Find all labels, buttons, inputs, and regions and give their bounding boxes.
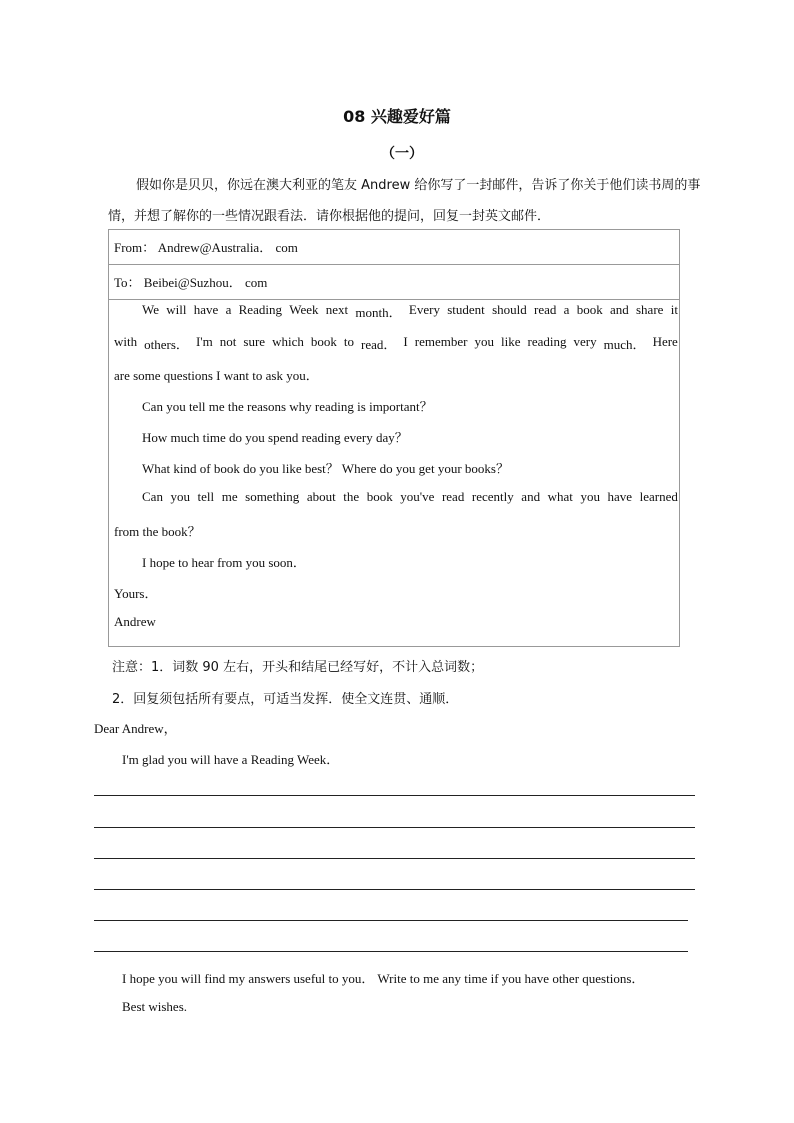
word: Here <box>652 334 678 349</box>
word: will <box>166 302 187 317</box>
word: you <box>474 334 494 349</box>
email-body-line-2 <box>114 334 678 353</box>
answer-line[interactable] <box>94 795 695 796</box>
word: very <box>573 334 597 349</box>
word: read <box>534 302 557 317</box>
word: me <box>221 489 238 504</box>
task-instructions: 假如你是贝贝，你远在澳大利亚的笔友 Andrew 给你写了一封邮件，告诉了你关于他们读书周的事情，并想了解你的一些情况跟看法．请你根据他的提问，回复一封英文邮件． <box>108 178 701 224</box>
word: sure <box>243 334 266 349</box>
word: something <box>245 489 300 504</box>
word: Week <box>289 302 319 317</box>
word: reading <box>527 334 567 349</box>
word: and <box>609 302 629 317</box>
word: I'm <box>195 334 213 349</box>
word: share <box>636 302 664 317</box>
word: what <box>547 489 573 504</box>
word: which <box>272 334 304 349</box>
email-closing: I hope to hear from you soon． <box>142 555 306 570</box>
word: learned <box>639 489 678 504</box>
word: have <box>193 302 219 317</box>
word: you <box>170 489 190 504</box>
word: Can <box>142 489 163 504</box>
word: read． <box>361 337 397 352</box>
word: like <box>501 334 521 349</box>
answer-line[interactable] <box>94 889 695 890</box>
reply-sign-off: Best wishes. <box>122 999 187 1014</box>
word: remember <box>414 334 468 349</box>
email-question-4-cont: from the book？ <box>114 524 201 539</box>
answer-line[interactable] <box>94 920 688 921</box>
note-1: 注意：1．词数 90 左右，开头和结尾已经写好，不计入总词数； <box>112 660 484 675</box>
email-question-4 <box>142 489 678 505</box>
email-sign-off: Yours． <box>114 586 158 601</box>
email-body-line-1 <box>142 302 678 321</box>
word: not <box>219 334 237 349</box>
word: to <box>343 334 355 349</box>
word: I <box>403 334 408 349</box>
word: much． <box>603 337 646 352</box>
reply-greeting: Dear Andrew， <box>94 721 177 736</box>
word: have <box>607 489 633 504</box>
word: recently <box>471 489 514 504</box>
word: you <box>580 489 600 504</box>
email-signature: Andrew <box>114 614 156 629</box>
word: you've <box>400 489 435 504</box>
email-body-line-3: are some questions I want to ask you． <box>114 368 319 383</box>
answer-line[interactable] <box>94 827 695 828</box>
word: a <box>563 302 570 317</box>
word: book <box>366 489 393 504</box>
word: it <box>670 302 678 317</box>
word: month． <box>355 305 402 320</box>
word: tell <box>197 489 215 504</box>
email-question-3: What kind of book do you like best？ Where do you get your books？ <box>142 461 509 476</box>
word: Every <box>408 302 440 317</box>
word: student <box>447 302 485 317</box>
word: should <box>492 302 527 317</box>
section-number: （一） <box>381 146 423 162</box>
reply-ending: I hope you will find my answers useful to you． Write to me any time if you have other questions． <box>122 971 645 986</box>
word: and <box>521 489 541 504</box>
answer-line[interactable] <box>94 951 688 952</box>
word: others． <box>144 337 189 352</box>
email-box <box>108 229 680 647</box>
word: book <box>310 334 337 349</box>
word: read <box>441 489 465 504</box>
word: a <box>225 302 232 317</box>
email-from: From： Andrew@Australia． com <box>109 230 679 265</box>
page-title: 08 兴趣爱好篇 <box>343 107 451 126</box>
answer-line[interactable] <box>94 858 695 859</box>
email-question-1: Can you tell me the reasons why reading is important？ <box>142 399 433 414</box>
word: with <box>114 334 138 349</box>
word: next <box>325 302 349 317</box>
word: book <box>576 302 603 317</box>
reply-opening: I'm glad you will have a Reading Week． <box>122 752 340 767</box>
word: about <box>306 489 336 504</box>
word: We <box>142 302 159 317</box>
word: the <box>343 489 360 504</box>
email-to: To： Beibei@Suzhou． com <box>109 265 679 300</box>
note-2: 2．回复须包括所有要点，可适当发挥．使全文连贯、通顺． <box>112 692 459 707</box>
email-question-2: How much time do you spend reading every day？ <box>142 430 408 445</box>
word: Reading <box>238 302 282 317</box>
